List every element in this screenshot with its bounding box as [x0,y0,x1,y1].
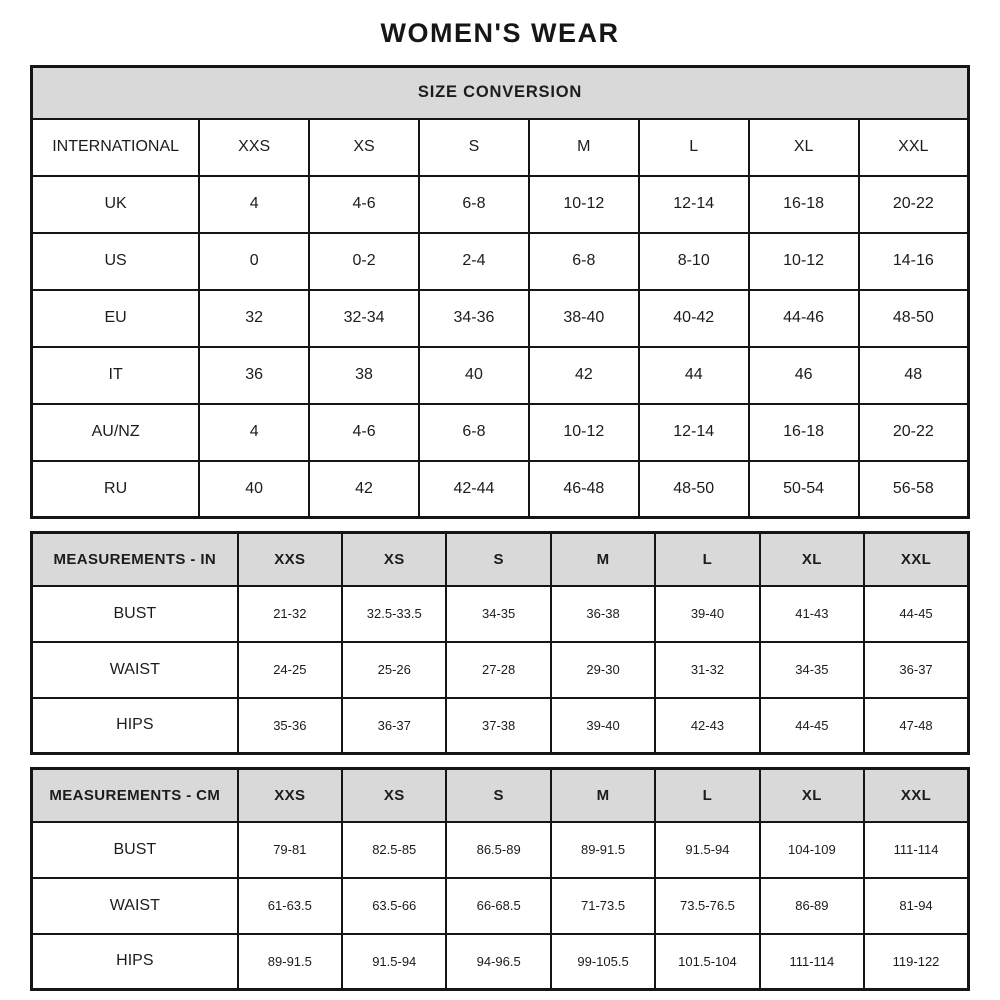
measurement-value-cell: 91.5-94 [342,934,446,990]
size-value-cell: 36 [199,347,309,404]
row-label: AU/NZ [32,404,200,461]
size-value-cell: 12-14 [639,404,749,461]
size-value-cell: 40 [419,347,529,404]
measurement-value-cell: 89-91.5 [238,934,342,990]
measurement-value-cell: 21-32 [238,586,342,642]
table-row [32,347,969,404]
measurement-value-cell: 81-94 [864,878,968,934]
measurement-value-cell: 73.5-76.5 [655,878,759,934]
measurement-value-cell: 66-68.5 [446,878,550,934]
measurement-value-cell: 35-36 [238,698,342,754]
row-label: RU [32,461,200,518]
column-header: XXS [238,533,342,586]
size-value-cell: 10-12 [529,176,639,233]
table-row [32,934,969,990]
size-value-cell: 12-14 [639,176,749,233]
row-label: BUST [32,586,238,642]
size-value-cell: 20-22 [859,404,969,461]
size-value-cell: 48 [859,347,969,404]
table-row [32,404,969,461]
size-value-cell: 0-2 [309,233,419,290]
column-header: XXS [238,769,342,822]
table-row [32,461,969,518]
size-value-cell: 46-48 [529,461,639,518]
size-value-cell: 4 [199,404,309,461]
column-header: S [419,119,529,176]
row-label: WAIST [32,878,238,934]
column-header: L [655,533,759,586]
measurement-value-cell: 24-25 [238,642,342,698]
table-row [32,698,969,754]
page-title: WOMEN'S WEAR [380,18,620,48]
column-header: XXL [864,769,968,822]
table-row [32,176,969,233]
measurement-value-cell: 39-40 [655,586,759,642]
measurement-value-cell: 111-114 [760,934,864,990]
measurement-value-cell: 101.5-104 [655,934,759,990]
size-value-cell: 46 [749,347,859,404]
column-header: XS [342,533,446,586]
size-value-cell: 48-50 [639,461,749,518]
row-label: EU [32,290,200,347]
table-row [32,769,969,822]
table-row [32,119,969,176]
column-header: S [446,769,550,822]
size-value-cell: 10-12 [529,404,639,461]
size-value-cell: 48-50 [859,290,969,347]
column-header: XL [760,533,864,586]
measurement-value-cell: 37-38 [446,698,550,754]
size-value-cell: 4 [199,176,309,233]
measurement-value-cell: 34-35 [446,586,550,642]
measurement-value-cell: 99-105.5 [551,934,655,990]
column-header: L [639,119,749,176]
table-title: SIZE CONVERSION [32,67,969,119]
size-value-cell: 8-10 [639,233,749,290]
table-row [32,642,969,698]
measurement-value-cell: 86-89 [760,878,864,934]
size-value-cell: 20-22 [859,176,969,233]
size-value-cell: 42 [309,461,419,518]
column-header: L [655,769,759,822]
column-header: M [529,119,639,176]
measurement-value-cell: 36-37 [342,698,446,754]
size-value-cell: 4-6 [309,404,419,461]
measurement-value-cell: 61-63.5 [238,878,342,934]
column-header: XXL [864,533,968,586]
row-label: IT [32,347,200,404]
column-header: S [446,533,550,586]
column-header: M [551,533,655,586]
row-label: HIPS [32,934,238,990]
column-header: XXL [859,119,969,176]
table-row [32,67,969,119]
size-value-cell: 42 [529,347,639,404]
column-header: XL [760,769,864,822]
size-conversion-table [30,65,970,519]
measurement-value-cell: 71-73.5 [551,878,655,934]
measurement-value-cell: 36-37 [864,642,968,698]
measurement-value-cell: 63.5-66 [342,878,446,934]
table-row [32,533,969,586]
measurement-value-cell: 44-45 [864,586,968,642]
column-header: XS [309,119,419,176]
measurement-value-cell: 104-109 [760,822,864,878]
measurement-value-cell: 41-43 [760,586,864,642]
size-value-cell: 16-18 [749,404,859,461]
size-value-cell: 42-44 [419,461,529,518]
row-label: BUST [32,822,238,878]
table-row [32,822,969,878]
measurement-value-cell: 47-48 [864,698,968,754]
measurement-value-cell: 34-35 [760,642,864,698]
size-value-cell: 44-46 [749,290,859,347]
size-value-cell: 6-8 [419,404,529,461]
measurement-value-cell: 111-114 [864,822,968,878]
size-value-cell: 6-8 [419,176,529,233]
size-value-cell: 38 [309,347,419,404]
measurement-value-cell: 79-81 [238,822,342,878]
size-value-cell: 32-34 [309,290,419,347]
measurement-value-cell: 89-91.5 [551,822,655,878]
measurement-value-cell: 32.5-33.5 [342,586,446,642]
table-row [32,878,969,934]
column-header: M [551,769,655,822]
measurement-value-cell: 27-28 [446,642,550,698]
measurement-value-cell: 94-96.5 [446,934,550,990]
measurement-value-cell: 91.5-94 [655,822,759,878]
column-header: INTERNATIONAL [32,119,200,176]
measurement-value-cell: 31-32 [655,642,759,698]
size-value-cell: 50-54 [749,461,859,518]
row-label: HIPS [32,698,238,754]
measurement-value-cell: 82.5-85 [342,822,446,878]
measurement-value-cell: 44-45 [760,698,864,754]
row-label: US [32,233,200,290]
size-value-cell: 38-40 [529,290,639,347]
size-value-cell: 4-6 [309,176,419,233]
row-label: UK [32,176,200,233]
size-value-cell: 2-4 [419,233,529,290]
table-row [32,290,969,347]
size-value-cell: 44 [639,347,749,404]
measurement-value-cell: 39-40 [551,698,655,754]
column-header: XXS [199,119,309,176]
measurements-in-table [30,531,970,755]
size-value-cell: 10-12 [749,233,859,290]
measurement-value-cell: 36-38 [551,586,655,642]
measurements-cm-table [30,767,970,991]
size-value-cell: 40-42 [639,290,749,347]
measurement-value-cell: 42-43 [655,698,759,754]
measurement-value-cell: 119-122 [864,934,968,990]
column-header: XL [749,119,859,176]
table-row [32,586,969,642]
size-value-cell: 14-16 [859,233,969,290]
column-header: MEASUREMENTS - IN [32,533,238,586]
size-value-cell: 32 [199,290,309,347]
measurement-value-cell: 25-26 [342,642,446,698]
size-value-cell: 40 [199,461,309,518]
column-header: MEASUREMENTS - CM [32,769,238,822]
size-value-cell: 0 [199,233,309,290]
row-label: WAIST [32,642,238,698]
size-value-cell: 56-58 [859,461,969,518]
measurement-value-cell: 86.5-89 [446,822,550,878]
size-value-cell: 16-18 [749,176,859,233]
measurement-value-cell: 29-30 [551,642,655,698]
column-header: XS [342,769,446,822]
size-value-cell: 34-36 [419,290,529,347]
table-row [32,233,969,290]
size-value-cell: 6-8 [529,233,639,290]
